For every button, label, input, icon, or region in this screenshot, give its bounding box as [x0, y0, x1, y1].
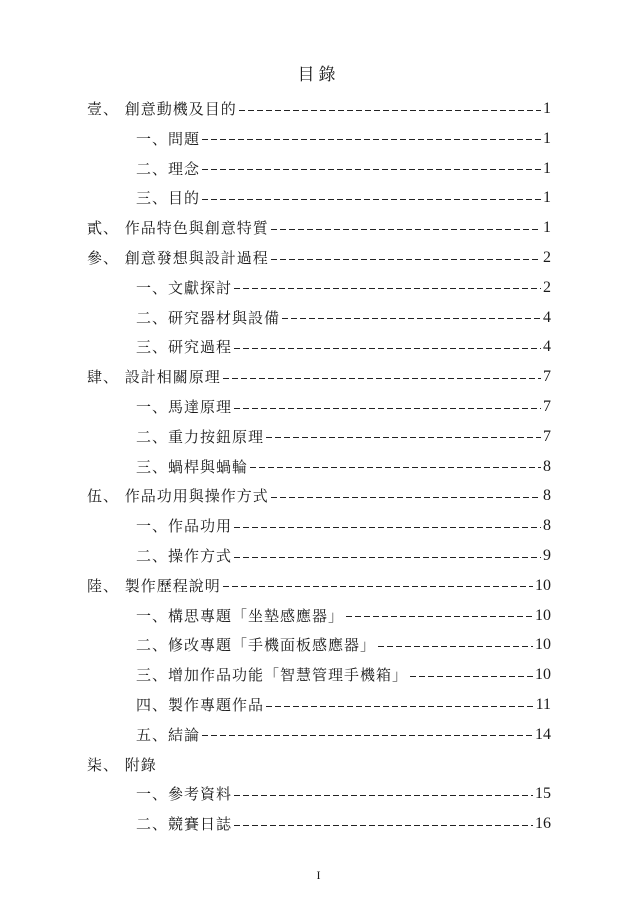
toc-dot-leader [202, 169, 541, 170]
toc-entry-label: 一、文獻探討 [136, 278, 233, 297]
toc-entry-label: 一、作品功用 [136, 517, 233, 536]
toc-entry-page-number: 1 [543, 159, 551, 177]
toc-entry-label: 二、重力按鈕原理 [136, 427, 265, 446]
toc-chapter-entry[interactable] [87, 481, 551, 511]
toc-entry-label: 貳、 作品特色與創意特質 [87, 219, 269, 238]
toc-dot-leader [271, 229, 541, 230]
toc-dot-leader [223, 378, 541, 379]
toc-dot-leader [346, 616, 533, 617]
toc-entry-label: 三、研究過程 [136, 338, 233, 357]
toc-dot-leader [234, 527, 541, 528]
toc-chapter-entry[interactable] [87, 750, 551, 780]
toc-section-entry[interactable] [136, 452, 551, 482]
toc-entry-label: 五、結論 [136, 725, 201, 744]
toc-entry-label: 一、參考資料 [136, 785, 233, 804]
toc-section-entry[interactable] [136, 660, 551, 690]
toc-entry-page-number: 10 [535, 636, 551, 654]
toc-entry-label: 二、修改專題「手機面板感應器」 [136, 636, 377, 655]
toc-dot-leader [202, 139, 541, 140]
toc-entry-page-number: 10 [535, 666, 551, 684]
toc-section-entry[interactable] [136, 303, 551, 333]
toc-entry-label: 一、構思專題「坐墊感應器」 [136, 606, 345, 625]
toc-dot-leader [234, 288, 541, 289]
toc-dot-leader [234, 557, 541, 558]
toc-dot-leader [271, 497, 541, 498]
toc-entry-label: 二、操作方式 [136, 547, 233, 565]
toc-dot-leader [234, 795, 533, 796]
toc-chapter-entry[interactable] [87, 243, 551, 273]
toc-entry-page-number: 2 [543, 249, 551, 266]
toc-chapter-entry[interactable] [87, 362, 551, 392]
toc-section-entry[interactable] [136, 183, 551, 213]
toc-entry-label: 三、蝸桿與蝸輪 [136, 457, 249, 476]
toc-entry-label: 二、理念 [136, 159, 201, 178]
toc-entry-page-number: 8 [543, 457, 551, 475]
toc-chapter-entry[interactable] [87, 213, 551, 243]
toc-dot-leader [234, 408, 541, 409]
toc-entry-page-number: 10 [535, 576, 551, 594]
toc-dot-leader [202, 199, 541, 200]
toc-entry-label: 一、問題 [136, 129, 201, 148]
toc-entry-page-number: 8 [543, 487, 551, 505]
toc-section-entry[interactable] [136, 690, 551, 720]
toc-dot-leader [234, 825, 533, 826]
toc-section-entry[interactable] [136, 124, 551, 154]
toc-entry-page-number: 1 [543, 100, 551, 117]
toc-section-entry[interactable] [136, 154, 551, 184]
toc-entry-page-number: 10 [535, 606, 551, 624]
toc-dot-leader [410, 676, 533, 677]
toc-entry-label: 三、目的 [136, 189, 201, 208]
toc-section-entry[interactable] [136, 422, 551, 452]
toc-entry-page-number: 8 [543, 517, 551, 535]
toc-dot-leader [271, 259, 541, 260]
toc-dot-leader [266, 437, 541, 438]
toc-entry-label: 一、馬達原理 [136, 398, 233, 416]
toc-section-entry[interactable] [136, 541, 551, 571]
toc-dot-leader [282, 318, 541, 319]
toc-section-entry[interactable] [136, 809, 551, 839]
toc-entry-page-number: 14 [535, 725, 551, 743]
toc-entry-label: 二、競賽日誌 [136, 815, 233, 834]
toc-entry-page-number: 9 [543, 547, 551, 564]
toc-entry-label: 二、研究器材與設備 [136, 308, 281, 327]
toc-dot-leader [223, 586, 533, 587]
toc-dot-leader [266, 706, 534, 707]
toc-entry-label: 柒、 附錄 [87, 755, 157, 774]
toc-entry-page-number: 4 [543, 308, 551, 326]
toc-entry-label: 四、製作專題作品 [136, 696, 265, 714]
toc-chapter-entry[interactable] [87, 571, 551, 601]
toc-entry-page-number: 2 [543, 278, 551, 296]
toc-entry-page-number: 7 [543, 368, 551, 386]
toc-entry-page-number: 15 [535, 785, 551, 803]
toc-entry-page-number: 16 [535, 815, 551, 833]
toc-dot-leader [250, 467, 541, 468]
toc-section-entry[interactable] [136, 273, 551, 303]
toc-section-entry[interactable] [136, 630, 551, 660]
toc-entry-page-number: 1 [543, 219, 551, 237]
toc-entry-page-number: 4 [543, 338, 551, 356]
toc-entry-label: 肆、 設計相關原理 [87, 368, 221, 387]
toc-section-entry[interactable] [136, 332, 551, 362]
toc-entry-page-number: 7 [543, 398, 551, 415]
toc-dot-leader [234, 348, 541, 349]
toc-entry-label: 壹、 創意動機及目的 [87, 100, 237, 118]
toc-dot-leader [378, 646, 533, 647]
toc-entry-page-number: 11 [535, 696, 551, 713]
toc-title: 目錄 [297, 65, 340, 85]
toc-entry-label: 三、增加作品功能「智慧管理手機箱」 [136, 666, 409, 685]
toc-section-entry[interactable] [136, 511, 551, 541]
toc-entry-label: 陸、 製作歷程說明 [87, 576, 221, 595]
toc-chapter-entry[interactable] [87, 94, 551, 124]
toc-dot-leader [239, 110, 541, 111]
page-number-footer: I [316, 868, 321, 882]
toc-entry-page-number: 1 [543, 189, 551, 207]
toc-entry-label: 參、 創意發想與設計過程 [87, 249, 269, 267]
toc-section-entry[interactable] [136, 779, 551, 809]
toc-dot-leader [202, 735, 533, 736]
toc-section-entry[interactable] [136, 720, 551, 750]
toc-entry-page-number: 1 [543, 129, 551, 147]
toc-section-entry[interactable] [136, 392, 551, 422]
toc-entry-page-number: 7 [543, 427, 551, 445]
toc-entry-label: 伍、 作品功用與操作方式 [87, 487, 269, 506]
toc-section-entry[interactable] [136, 601, 551, 631]
